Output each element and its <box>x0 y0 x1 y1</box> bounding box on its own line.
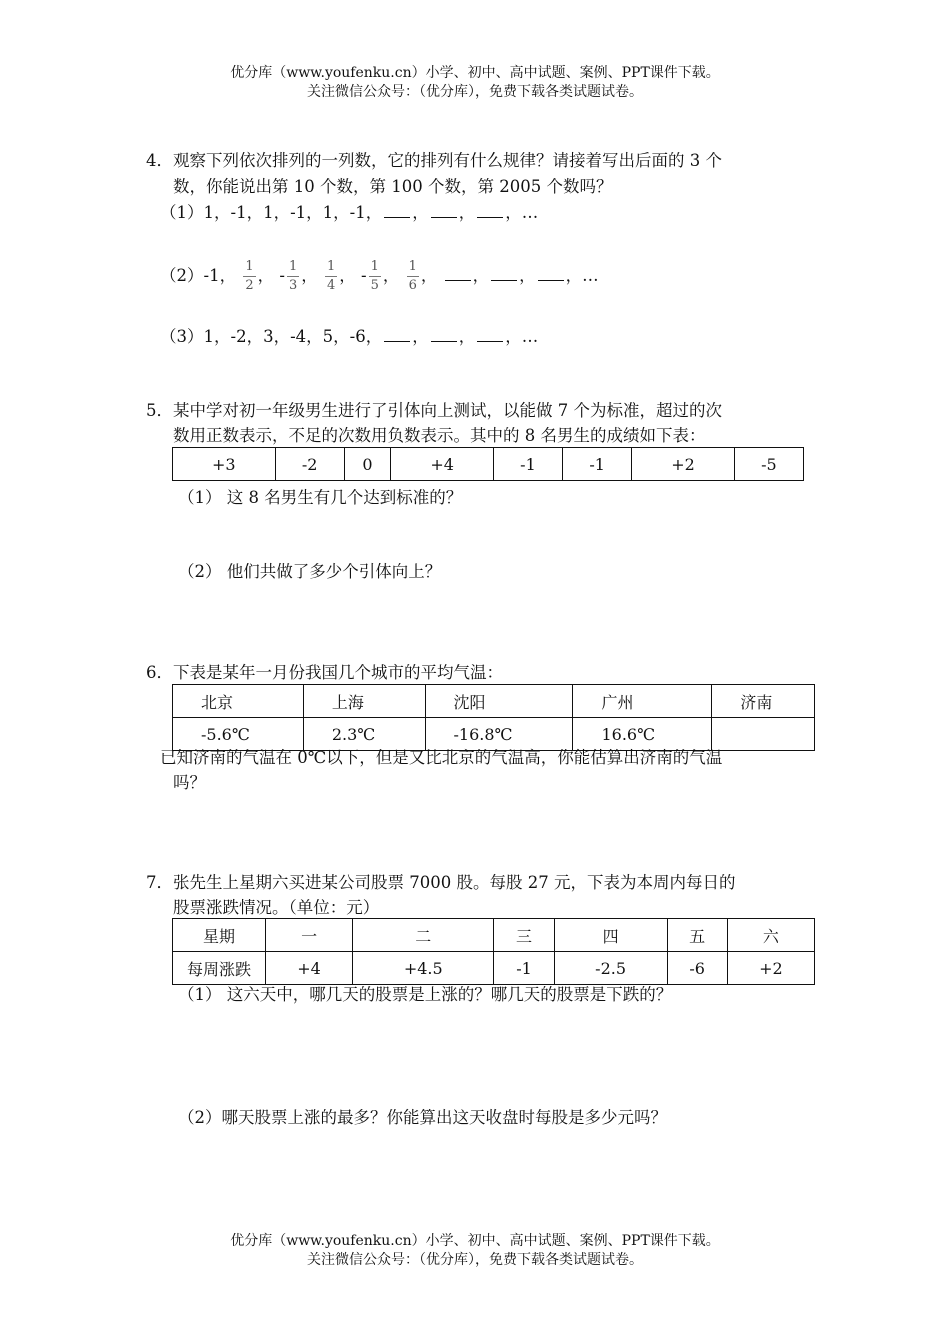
q4-line-1: 4．观察下列依次排列的一列数，它的排列有什么规律？请接着写出后面的 3 个 <box>146 151 722 170</box>
separator: ， <box>257 266 275 285</box>
table-cell: -1 <box>493 448 562 481</box>
header-line-2: 关注微信公众号：（优分库），免费下载各类试题试卷。 <box>307 84 643 100</box>
answer-blank[interactable] <box>384 325 410 342</box>
table-cell: -2.5 <box>554 952 667 985</box>
table-cell: +2 <box>632 448 735 481</box>
table-cell: 济南 <box>712 685 815 718</box>
table-cell: 三 <box>494 919 554 952</box>
q4-part-2-prefix: （2）-1， <box>160 266 237 285</box>
table-cell: +4.5 <box>353 952 494 985</box>
q4-part-1 <box>160 201 538 225</box>
footer-line-2: 关注微信公众号：（优分库），免费下载各类试题试卷。 <box>307 1252 643 1268</box>
table-cell: -2 <box>275 448 344 481</box>
table-cell: 0 <box>344 448 391 481</box>
answer-blank[interactable] <box>384 201 410 218</box>
q6-line-2: 已知济南的气温在 0℃以下，但是又比北京的气温高，你能估算出济南的气温 <box>160 748 723 767</box>
table-cell: 每周涨跌 <box>173 952 266 985</box>
fraction-denominator: 5 <box>370 278 379 293</box>
q7-line-2: 股票涨跌情况。（单位：元） <box>173 898 380 917</box>
q4-part-2 <box>160 258 599 295</box>
table-cell: +4 <box>266 952 353 985</box>
answer-blank[interactable] <box>491 264 517 281</box>
separator: ， <box>505 327 522 346</box>
table-cell: -1 <box>563 448 632 481</box>
scores-table <box>172 447 804 481</box>
fraction-numerator: 1 <box>325 258 337 277</box>
fraction <box>325 258 337 295</box>
table-cell: +2 <box>727 952 814 985</box>
fraction-denominator: 6 <box>408 278 417 293</box>
table-cell: 沈阳 <box>425 685 573 718</box>
table-cell: 星期 <box>173 919 266 952</box>
fraction <box>369 258 381 295</box>
separator: ， <box>382 266 400 285</box>
page-header <box>0 64 950 102</box>
table-cell: 16.6℃ <box>573 718 712 751</box>
fraction <box>243 258 255 295</box>
fraction <box>407 258 419 295</box>
separator: ， <box>472 266 490 285</box>
ellipsis: … <box>582 266 599 285</box>
table-row <box>173 919 815 952</box>
fraction-denominator: 4 <box>326 278 336 293</box>
table-cell: 二 <box>353 919 494 952</box>
table-cell: -6 <box>667 952 727 985</box>
fraction-numerator: 1 <box>243 258 255 277</box>
table-cell: -5.6℃ <box>173 718 304 751</box>
fraction-denominator: 2 <box>245 278 254 293</box>
separator: ， <box>339 266 356 285</box>
q5-line-2: 数用正数表示，不足的次数用负数表示。其中的 8 名男生的成绩如下表： <box>173 426 706 445</box>
q7-line-1: 7．张先生上星期六买进某公司股票 7000 股。每股 27 元，下表为本周内每日的 <box>146 873 736 892</box>
fraction-denominator: 3 <box>288 278 298 293</box>
answer-blank[interactable] <box>445 264 471 281</box>
table-cell: 北京 <box>173 685 304 718</box>
table-row <box>173 448 804 481</box>
table-cell: +4 <box>391 448 494 481</box>
separator: ， <box>420 266 438 285</box>
separator: ， <box>412 203 429 222</box>
table-cell: 广州 <box>573 685 712 718</box>
ellipsis: … <box>521 203 539 222</box>
q4-part-3 <box>160 325 538 349</box>
table-cell: +3 <box>173 448 276 481</box>
fraction-sign: - <box>361 266 367 285</box>
table-cell: 一 <box>266 919 353 952</box>
table-cell: -1 <box>494 952 554 985</box>
table-row <box>173 952 815 985</box>
table-row <box>173 685 815 718</box>
answer-blank[interactable] <box>477 325 503 342</box>
table-cell: -16.8℃ <box>425 718 573 751</box>
temperature-table <box>172 684 815 751</box>
table-cell <box>712 718 815 751</box>
separator: ， <box>301 266 318 285</box>
fraction-sign: - <box>279 266 285 285</box>
footer-line-1: 优分库（www.youfenku.cn）小学、初中、高中试题、案例、PPT课件下载。 <box>230 1233 720 1249</box>
q7-sub-2: （2）哪天股票上涨的最多？你能算出这天收盘时每股是多少元吗？ <box>178 1108 667 1127</box>
fraction-numerator: 1 <box>407 258 419 277</box>
separator: ， <box>505 203 522 222</box>
answer-blank[interactable] <box>431 201 457 218</box>
fraction <box>287 258 299 295</box>
q4-part-1-text: （1）1，-1，1，-1，1，-1， <box>160 203 383 222</box>
answer-blank[interactable] <box>538 264 564 281</box>
separator: ， <box>458 203 476 222</box>
q4-part-3-text: （3）1，-2，3，-4，5，-6， <box>160 327 383 346</box>
separator: ， <box>519 266 536 285</box>
table-cell: 上海 <box>303 685 425 718</box>
q5-sub-1: （1） 这 8 名男生有几个达到标准的？ <box>178 488 463 507</box>
fraction-numerator: 1 <box>369 258 381 277</box>
answer-blank[interactable] <box>477 201 503 218</box>
q4-line-2: 数，你能说出第 10 个数，第 100 个数，第 2005 个数吗？ <box>173 177 613 196</box>
table-cell: 五 <box>667 919 727 952</box>
q7-sub-1: （1） 这六天中，哪几天的股票是上涨的？哪几天的股票是下跌的？ <box>178 985 673 1004</box>
separator: ， <box>412 327 429 346</box>
table-cell: 六 <box>727 919 814 952</box>
q5-line-1: 5．某中学对初一年级男生进行了引体向上测试，以能做 7 个为标准，超过的次 <box>146 401 722 420</box>
q6-line-1: 6．下表是某年一月份我国几个城市的平均气温： <box>146 663 503 682</box>
table-cell: 2.3℃ <box>303 718 425 751</box>
q6-line-3: 吗？ <box>173 773 206 792</box>
answer-blank[interactable] <box>431 325 457 342</box>
separator: ， <box>458 327 476 346</box>
separator: ， <box>565 266 583 285</box>
q5-sub-2: （2） 他们共做了多少个引体向上？ <box>178 562 442 581</box>
stock-table <box>172 918 815 985</box>
table-cell: -5 <box>734 448 803 481</box>
fraction-numerator: 1 <box>287 258 299 277</box>
table-cell: 四 <box>554 919 667 952</box>
ellipsis: … <box>521 327 539 346</box>
page-footer <box>0 1232 950 1270</box>
header-line-1: 优分库（www.youfenku.cn）小学、初中、高中试题、案例、PPT课件下载。 <box>230 65 720 81</box>
